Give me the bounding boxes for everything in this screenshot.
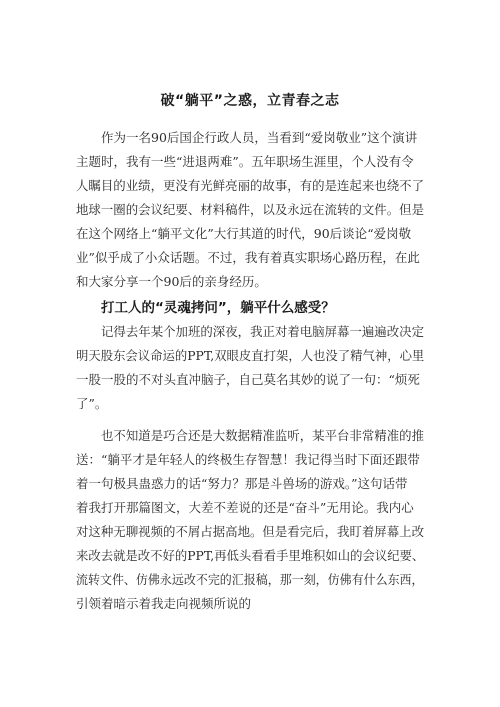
document-title: 破“躺平”之惑，立青春之志 [160,93,340,109]
paragraph-line: 也不知道是巧合还是大数据精准监听，某平台非常精准的推 [101,428,425,443]
paragraph-line: 和大家分享一个90后的亲身经历。 [76,274,267,289]
paragraph-line: 主题时，我有一些“进退两难”。五年职场生涯里，个人没有令 [76,154,414,169]
paragraph-line: 人瞩目的业绩，更没有光鲜亮丽的故事，有的是连起来也绕不了 [76,178,425,193]
paragraph-line: 明天股东会议命运的PPT,双眼皮直打架，人也没了精气神，心里 [76,348,425,363]
paragraph-line: 记得去年某个加班的深夜，我正对着电脑屏幕一遍遍改决定 [101,324,425,339]
paragraph-line: 地球一圈的会议纪要、材料稿件，以及永远在流转的文件。但是 [76,202,425,217]
paragraph-line: 了”。 [76,396,108,411]
paragraph-line: 对这种无聊视频的不屑占据高地。但是看完后，我盯着屏幕上改 [76,524,425,539]
section-heading: 打工人的“灵魂拷问”，躺平什么感受？ [101,300,335,316]
paragraph-line: 在这个网络上“躺平文化”大行其道的时代，90后谈论“爱岗敬 [76,226,412,241]
paragraph-line: 来改去就是改不好的PPT,再低头看看手里堆积如山的会议纪要、 [76,548,425,563]
paragraph-line: 一股一股的不对头直冲脑子，自己莫名其妙的说了一句：“烦死 [76,372,420,387]
paragraph-line: 着我打开那篇图文，大差不差说的还是“奋斗”无用论。我内心 [76,500,414,515]
paragraph-line: 流转文件、仿佛永远改不完的汇报稿，那一刻，仿佛有什么东西， [76,572,424,587]
paragraph-line: 引领着暗示着我走向视频所说的 [76,596,252,611]
paragraph-line: 作为一名90后国企行政人员，当看到“爱岗敬业”这个演讲 [101,130,418,145]
paragraph-line: 着一句极具蛊惑力的话“努力？那是斗兽场的游戏。”这句话带 [76,476,408,491]
paragraph-line: 业”似乎成了小众话题。不过，我有着真实职场心路历程，在此 [76,250,420,265]
paragraph-line: 送：“躺平才是年轻人的终极生存智慧！我记得当时下面还跟带 [76,452,420,467]
